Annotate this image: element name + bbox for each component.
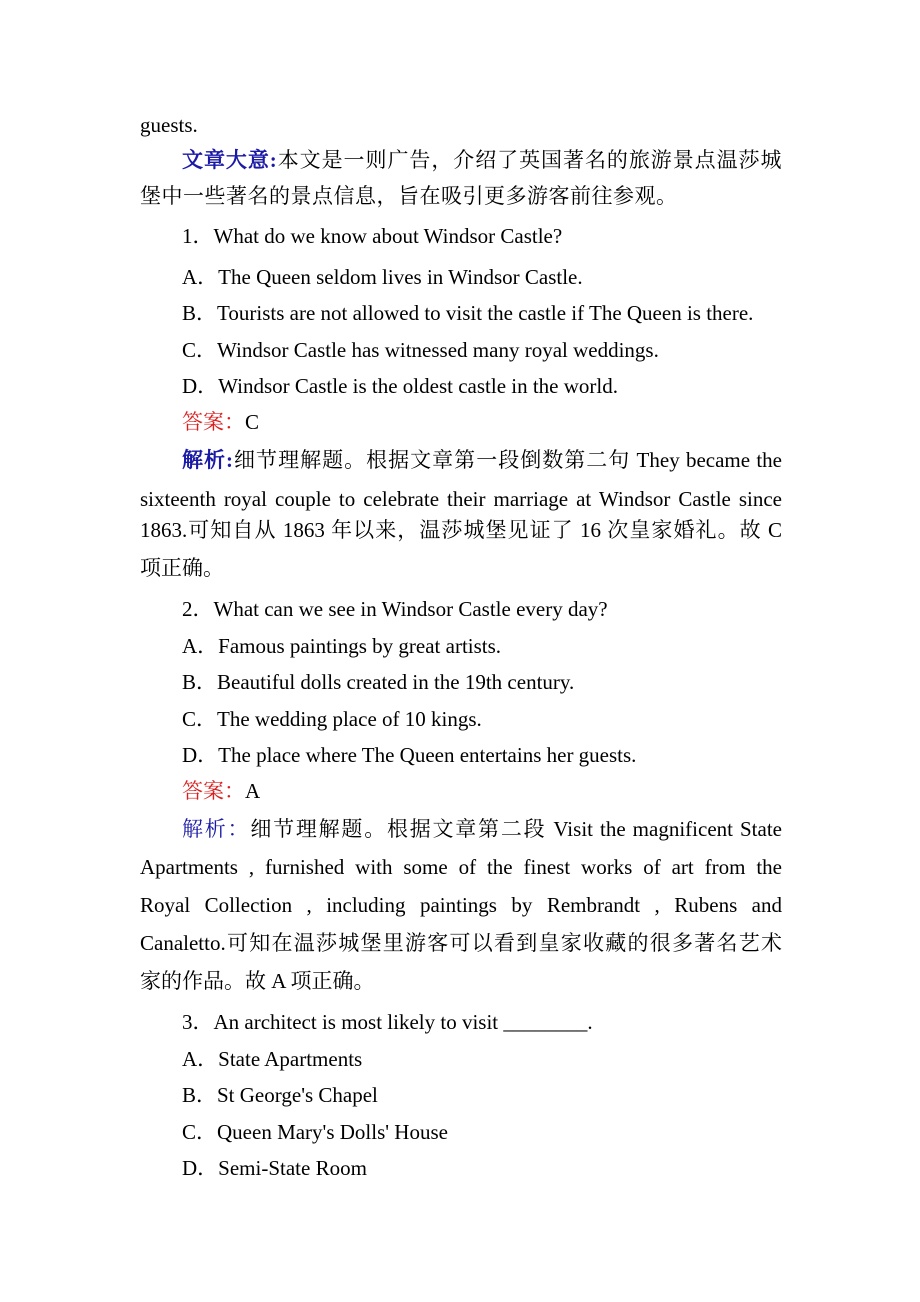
question-3-option-a: A．State Apartments: [182, 1047, 363, 1071]
question-2-answer: [182, 777, 782, 805]
question-2-analysis-line-2: Apartments , furnished with some of the finest works of art from the: [140, 855, 782, 879]
answer-value: C: [245, 410, 260, 434]
analysis-label: 解析:: [182, 448, 234, 472]
question-1-analysis-line-3: 1863.可知自从 1863 年以来，温莎城堡见证了 16 次皇家婚礼。故 C: [140, 518, 782, 542]
analysis-text: 细节理解题。根据文章第一段倒数第二句 They became the: [233, 448, 783, 472]
summary-line-2: 堡中一些著名的景点信息，旨在吸引更多游客前往参观。: [140, 184, 678, 208]
question-1-option-b: B．Tourists are not allowed to visit the castle if The Queen is there.: [182, 301, 754, 325]
question-3-option-b: B．St George's Chapel: [182, 1083, 378, 1107]
question-2-option-a: A．Famous paintings by great artists.: [182, 634, 502, 658]
question-2-stem: 2．What can we see in Windsor Castle every day?: [182, 597, 608, 621]
question-1-stem: 1．What do we know about Windsor Castle?: [182, 224, 563, 248]
question-2-option-d: D．The place where The Queen entertains her guests.: [182, 743, 637, 767]
summary-line-1: [182, 146, 782, 174]
question-1-option-a: A．The Queen seldom lives in Windsor Castle.: [182, 265, 583, 289]
summary-label: 文章大意:: [182, 148, 278, 172]
answer-label: 答案：: [182, 410, 245, 434]
intro-tail: guests.: [140, 113, 198, 137]
question-2-analysis-line-4: Canaletto.可知在温莎城堡里游客可以看到皇家收藏的很多著名艺术: [140, 931, 782, 955]
answer-value: A: [245, 779, 261, 803]
question-3-option-d: D．Semi-State Room: [182, 1156, 367, 1180]
question-3-option-c: C．Queen Mary's Dolls' House: [182, 1120, 448, 1144]
question-2-analysis-line-5: 家的作品。故 A 项正确。: [140, 969, 375, 993]
question-1-option-c: C．Windsor Castle has witnessed many royal weddings.: [182, 338, 659, 362]
summary-text-1: 本文是一则广告，介绍了英国著名的旅游景点温莎城: [277, 148, 783, 172]
question-1-analysis-line-4: 项正确。: [140, 556, 224, 580]
question-3-stem: 3．An architect is most likely to visit ________.: [182, 1010, 593, 1034]
question-2-option-b: B．Beautiful dolls created in the 19th century.: [182, 670, 575, 694]
answer-label: 答案：: [182, 779, 245, 803]
question-1-analysis-line-1: [182, 446, 782, 474]
question-2-analysis-line-1: [182, 815, 782, 843]
question-1-analysis-line-2: sixteenth royal couple to celebrate their marriage at Windsor Castle since: [140, 487, 782, 511]
question-1-answer: [182, 408, 782, 436]
analysis-text: 细节理解题。根据文章第二段 Visit the magnificent State: [250, 817, 782, 841]
question-2-option-c: C．The wedding place of 10 kings.: [182, 707, 482, 731]
question-2-analysis-line-3: Royal Collection , including paintings by Rembrandt , Rubens and: [140, 893, 782, 917]
analysis-label: 解析：: [182, 817, 251, 841]
question-1-option-d: D．Windsor Castle is the oldest castle in the world.: [182, 374, 618, 398]
